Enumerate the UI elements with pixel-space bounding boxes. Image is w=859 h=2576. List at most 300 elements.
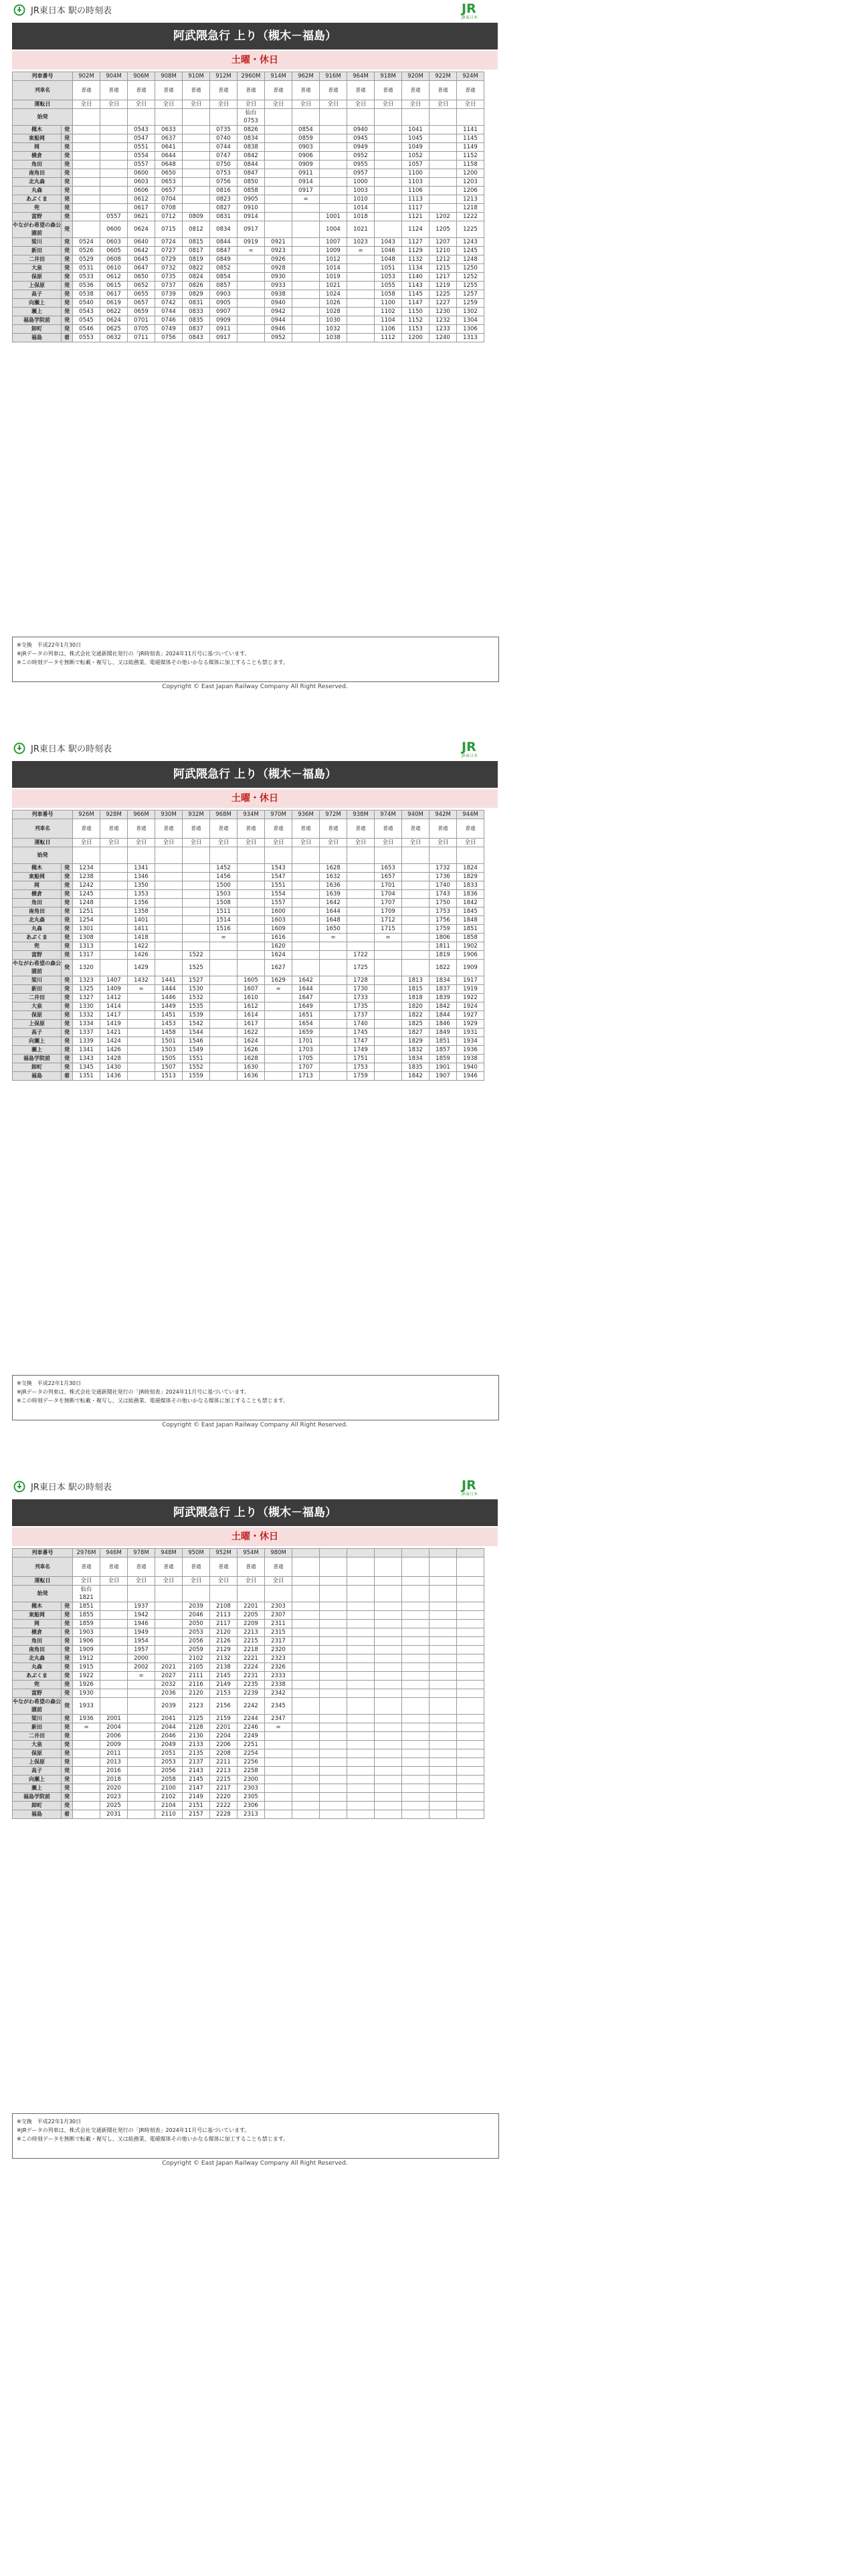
operation-day-cell: 全日 — [183, 1577, 210, 1586]
copyright: Copyright © East Japan Railway Company All Right Reserved. — [162, 2160, 348, 2167]
time-cell: 0727 — [155, 247, 183, 255]
time-cell — [457, 1663, 484, 1672]
time-cell: 0712 — [155, 213, 183, 221]
time-cell: 2206 — [210, 1741, 237, 1749]
time-cell: 1616 — [265, 934, 292, 942]
time-cell — [457, 1611, 484, 1620]
time-cell: 2031 — [100, 1810, 128, 1819]
time-cell — [347, 1758, 375, 1767]
station-row — [13, 1767, 484, 1776]
time-cell: 0657 — [128, 299, 155, 308]
time-cell: = — [265, 1723, 292, 1732]
time-cell: 1301 — [73, 925, 100, 934]
time-cell — [155, 1620, 183, 1628]
day-type: 土曜・休日 — [12, 1527, 498, 1546]
time-cell: 1825 — [402, 1020, 430, 1029]
time-cell: 1409 — [100, 985, 128, 994]
train-number-cell: 940M — [402, 811, 430, 819]
train-number-row — [13, 72, 484, 81]
time-cell — [320, 1072, 347, 1081]
time-cell: 1648 — [320, 916, 347, 925]
train-number-cell: 942M — [430, 811, 457, 819]
origin-cell — [402, 847, 430, 864]
time-cell: 2104 — [155, 1802, 183, 1810]
time-cell — [375, 942, 402, 951]
time-cell: 1542 — [183, 1020, 210, 1029]
time-cell — [430, 1672, 457, 1681]
origin-cell — [128, 109, 155, 126]
station-name: 二井田 — [13, 994, 62, 1002]
train-name-cell: 普通 — [183, 81, 210, 100]
time-cell — [265, 204, 292, 213]
time-cell: 0824 — [183, 273, 210, 282]
time-cell: 1149 — [457, 143, 484, 152]
time-cell: 0835 — [183, 316, 210, 325]
time-cell — [375, 1646, 402, 1654]
time-cell — [402, 942, 430, 951]
time-cell: 0624 — [100, 316, 128, 325]
time-cell: 1441 — [155, 976, 183, 985]
time-cell — [128, 1055, 155, 1063]
time-cell — [375, 1715, 402, 1723]
time-cell: 2215 — [237, 1637, 265, 1646]
time-cell — [292, 1628, 320, 1637]
time-cell: 0847 — [237, 169, 265, 178]
train-name-cell: 普通 — [457, 81, 484, 100]
time-cell: 0740 — [210, 134, 237, 143]
time-cell — [100, 187, 128, 195]
station-name: 瀬上 — [13, 308, 62, 316]
time-cell — [375, 134, 402, 143]
train-name-cell: 普通 — [402, 81, 430, 100]
time-cell: 0906 — [292, 152, 320, 160]
time-cell: 1629 — [265, 976, 292, 985]
station-name: 上保原 — [13, 1758, 62, 1767]
time-cell: 1250 — [457, 264, 484, 273]
time-cell: 0621 — [128, 213, 155, 221]
train-number-cell: 966M — [128, 811, 155, 819]
time-cell: 1452 — [210, 864, 237, 873]
time-cell — [155, 916, 183, 925]
time-cell — [292, 1767, 320, 1776]
time-cell — [457, 1628, 484, 1637]
time-cell — [292, 1732, 320, 1741]
time-cell: 1644 — [320, 907, 347, 916]
time-cell: 2213 — [210, 1767, 237, 1776]
time-cell — [155, 864, 183, 873]
time-cell — [347, 273, 375, 282]
time-cell: 1751 — [347, 1055, 375, 1063]
time-cell — [100, 178, 128, 187]
time-cell — [100, 1698, 128, 1715]
station-row — [13, 1602, 484, 1611]
time-cell — [430, 1758, 457, 1767]
operation-day-cell — [457, 1577, 484, 1586]
time-cell: 1426 — [128, 951, 155, 960]
time-cell: 2032 — [155, 1681, 183, 1689]
time-cell: 1505 — [155, 1055, 183, 1063]
time-cell — [265, 1046, 292, 1055]
time-cell: 1906 — [457, 951, 484, 960]
time-cell — [347, 1637, 375, 1646]
origin-cell — [375, 1586, 402, 1602]
time-cell — [73, 143, 100, 152]
time-cell — [347, 899, 375, 907]
time-cell: 1245 — [73, 890, 100, 899]
time-cell — [100, 1602, 128, 1611]
time-cell: 2239 — [237, 1689, 265, 1698]
time-cell — [320, 160, 347, 169]
train-name-cell: 普通 — [100, 81, 128, 100]
origin-cell — [73, 847, 100, 864]
time-cell — [100, 873, 128, 881]
train-name-row — [13, 819, 484, 839]
time-cell — [347, 873, 375, 881]
train-name-cell: 普通 — [375, 819, 402, 839]
time-cell: 2128 — [183, 1723, 210, 1732]
timetable-page — [12, 738, 498, 1432]
time-cell — [292, 1637, 320, 1646]
time-cell: 0608 — [100, 255, 128, 264]
time-cell: 1358 — [128, 907, 155, 916]
time-cell: 2056 — [155, 1767, 183, 1776]
svg-text:JR: JR — [462, 1, 476, 16]
station-row — [13, 994, 484, 1002]
train-number-cell — [457, 1549, 484, 1558]
time-cell — [347, 1611, 375, 1620]
time-cell: 1657 — [375, 873, 402, 881]
time-cell: 0909 — [292, 160, 320, 169]
time-cell: 1919 — [457, 985, 484, 994]
origin-cell — [347, 1586, 375, 1602]
time-cell — [73, 1741, 100, 1749]
time-cell: 0742 — [155, 299, 183, 308]
time-cell — [292, 1681, 320, 1689]
time-cell — [457, 1620, 484, 1628]
notes-box — [12, 637, 499, 682]
time-cell: 1557 — [265, 899, 292, 907]
time-cell — [347, 1767, 375, 1776]
time-cell — [73, 204, 100, 213]
time-cell — [265, 169, 292, 178]
time-cell — [210, 1020, 237, 1029]
time-cell: 1934 — [457, 1037, 484, 1046]
timetable — [12, 72, 484, 342]
time-cell — [237, 916, 265, 925]
time-cell — [292, 221, 320, 238]
station-name: 富野 — [13, 1689, 62, 1698]
time-cell — [375, 221, 402, 238]
time-cell: 1946 — [457, 1072, 484, 1081]
time-cell — [430, 195, 457, 204]
time-cell: 2157 — [183, 1810, 210, 1819]
origin-cell — [100, 109, 128, 126]
time-cell — [347, 1698, 375, 1715]
time-cell — [265, 1072, 292, 1081]
time-cell: 0641 — [155, 143, 183, 152]
time-cell: 1906 — [73, 1637, 100, 1646]
time-cell — [320, 1672, 347, 1681]
time-cell — [375, 126, 402, 134]
time-cell: 1153 — [402, 325, 430, 334]
time-cell — [292, 1741, 320, 1749]
station-row — [13, 864, 484, 873]
time-cell: 0834 — [237, 134, 265, 143]
time-cell: 1200 — [457, 169, 484, 178]
time-cell — [375, 1784, 402, 1793]
station-name: 槻木 — [13, 864, 62, 873]
time-cell: 2149 — [210, 1681, 237, 1689]
station-name: 岡 — [13, 1620, 62, 1628]
time-cell — [375, 1029, 402, 1037]
time-cell — [292, 1611, 320, 1620]
train-number-cell: 912M — [210, 72, 237, 81]
time-cell — [320, 951, 347, 960]
time-cell: 0854 — [292, 126, 320, 134]
time-cell: 0952 — [265, 334, 292, 342]
station-name: 卸町 — [13, 1063, 62, 1072]
time-cell: 1845 — [457, 907, 484, 916]
dep-arr-mark: 発 — [62, 985, 73, 994]
time-cell — [320, 1654, 347, 1663]
time-cell — [375, 1063, 402, 1072]
train-number-row — [13, 1549, 484, 1558]
operation-day-cell: 全日 — [128, 1577, 155, 1586]
time-cell — [210, 1046, 237, 1055]
time-cell — [265, 1037, 292, 1046]
time-cell: 0749 — [155, 325, 183, 334]
time-cell — [347, 942, 375, 951]
time-cell: 1859 — [73, 1620, 100, 1628]
station-name: 卸町 — [13, 325, 62, 334]
time-cell: 1048 — [375, 255, 402, 264]
time-cell — [265, 1011, 292, 1020]
time-cell: 0615 — [100, 282, 128, 290]
time-cell — [375, 1628, 402, 1637]
time-cell — [402, 1732, 430, 1741]
time-cell — [128, 1715, 155, 1723]
time-cell: 1903 — [73, 1628, 100, 1637]
time-cell: 0524 — [73, 238, 100, 247]
time-cell: 0834 — [210, 221, 237, 238]
station-row — [13, 1611, 484, 1620]
time-cell — [320, 1011, 347, 1020]
time-cell — [292, 1620, 320, 1628]
time-cell: 1251 — [73, 907, 100, 916]
time-cell — [292, 1646, 320, 1654]
time-cell: 1429 — [128, 960, 155, 976]
time-cell: 2215 — [210, 1776, 237, 1784]
time-cell: 1813 — [402, 976, 430, 985]
station-name: あぶくま — [13, 1672, 62, 1681]
time-cell: = — [128, 1672, 155, 1681]
origin-cell — [73, 109, 100, 126]
time-cell — [402, 1654, 430, 1663]
time-cell: 0735 — [155, 273, 183, 282]
time-cell — [375, 1793, 402, 1802]
dep-arr-mark: 発 — [62, 1793, 73, 1802]
route-title: 阿武隈急行 上り（槻木－福島） — [12, 23, 498, 49]
time-cell: 1732 — [430, 864, 457, 873]
time-cell — [375, 1637, 402, 1646]
time-cell — [375, 985, 402, 994]
row-label: 運転日 — [13, 1577, 73, 1586]
time-cell: 2044 — [155, 1723, 183, 1732]
time-cell: 2258 — [237, 1767, 265, 1776]
dep-arr-mark: 発 — [62, 221, 73, 238]
time-cell — [210, 1029, 237, 1037]
time-cell: 1627 — [265, 960, 292, 976]
time-cell: 1745 — [347, 1029, 375, 1037]
time-cell — [347, 907, 375, 916]
operation-day-cell: 全日 — [210, 100, 237, 109]
time-cell — [73, 1732, 100, 1741]
time-cell: 2049 — [155, 1741, 183, 1749]
time-cell: 1756 — [430, 916, 457, 925]
time-cell: 0849 — [210, 255, 237, 264]
time-cell — [457, 1646, 484, 1654]
time-cell — [183, 907, 210, 916]
time-cell: 2143 — [183, 1767, 210, 1776]
time-cell — [100, 934, 128, 942]
time-cell — [237, 325, 265, 334]
time-cell: 1334 — [73, 1020, 100, 1029]
time-cell — [292, 264, 320, 273]
time-cell: 1824 — [457, 864, 484, 873]
time-cell: 1713 — [292, 1072, 320, 1081]
time-cell — [128, 1723, 155, 1732]
note-line: ※交換 平成22年1月30日 — [17, 642, 82, 648]
time-cell — [155, 942, 183, 951]
time-cell — [375, 1602, 402, 1611]
time-cell: 1503 — [155, 1046, 183, 1055]
station-row — [13, 282, 484, 290]
time-cell: 1737 — [347, 1011, 375, 1020]
time-cell: 1530 — [183, 985, 210, 994]
time-cell: 2001 — [100, 1715, 128, 1723]
time-cell: 1937 — [128, 1602, 155, 1611]
time-cell: 1612 — [237, 1002, 265, 1011]
time-cell — [320, 1732, 347, 1741]
time-cell — [347, 1749, 375, 1758]
time-cell: 0705 — [128, 325, 155, 334]
time-cell — [430, 1810, 457, 1819]
train-name-cell — [375, 1558, 402, 1577]
time-cell: 1205 — [430, 221, 457, 238]
station-row — [13, 308, 484, 316]
time-cell — [402, 899, 430, 907]
time-cell — [320, 134, 347, 143]
time-cell: 0553 — [73, 334, 100, 342]
time-cell: 1514 — [210, 916, 237, 925]
origin-cell — [100, 1586, 128, 1602]
time-cell: 2342 — [265, 1689, 292, 1698]
time-cell — [320, 1776, 347, 1784]
operation-day-cell: 全日 — [320, 100, 347, 109]
time-cell — [375, 1758, 402, 1767]
time-cell — [100, 916, 128, 925]
time-cell — [457, 1793, 484, 1802]
time-cell — [73, 221, 100, 238]
train-number-cell: 936M — [292, 811, 320, 819]
time-cell: 1750 — [430, 899, 457, 907]
origin-cell — [457, 1586, 484, 1602]
time-cell: 2249 — [237, 1732, 265, 1741]
time-cell — [375, 195, 402, 204]
time-cell — [237, 299, 265, 308]
time-cell: 0909 — [210, 316, 237, 325]
time-cell: 1432 — [128, 976, 155, 985]
time-cell — [265, 1741, 292, 1749]
time-cell: 0833 — [183, 308, 210, 316]
time-cell: 2102 — [155, 1793, 183, 1802]
time-cell: 0842 — [237, 152, 265, 160]
time-cell: 1004 — [320, 221, 347, 238]
time-cell: 1320 — [73, 960, 100, 976]
train-name-cell: 普通 — [128, 819, 155, 839]
time-cell — [320, 1723, 347, 1732]
time-cell — [402, 1802, 430, 1810]
time-cell: 1628 — [237, 1055, 265, 1063]
time-cell: 1453 — [155, 1020, 183, 1029]
time-cell: 1912 — [73, 1654, 100, 1663]
time-cell: 0903 — [292, 143, 320, 152]
time-cell — [210, 1072, 237, 1081]
time-cell: 1150 — [402, 308, 430, 316]
row-label: 列車番号 — [13, 72, 73, 81]
train-name-cell: 普通 — [292, 81, 320, 100]
time-cell: 1924 — [457, 1002, 484, 1011]
time-cell — [183, 126, 210, 134]
time-cell: 2221 — [237, 1654, 265, 1663]
time-cell: 2228 — [210, 1810, 237, 1819]
station-row — [13, 213, 484, 221]
time-cell — [183, 899, 210, 907]
time-cell — [237, 290, 265, 299]
train-number-cell: 968M — [210, 811, 237, 819]
station-name: 上保原 — [13, 1020, 62, 1029]
time-cell — [265, 178, 292, 187]
time-cell — [100, 1611, 128, 1620]
time-cell: 0944 — [265, 316, 292, 325]
time-cell: 1145 — [402, 290, 430, 299]
time-cell — [347, 308, 375, 316]
time-cell: 0701 — [128, 316, 155, 325]
dep-arr-mark: 発 — [62, 864, 73, 873]
time-cell: 1419 — [100, 1020, 128, 1029]
time-cell: 2125 — [183, 1715, 210, 1723]
time-cell: 1930 — [73, 1689, 100, 1698]
time-cell — [292, 334, 320, 342]
time-cell: 1458 — [155, 1029, 183, 1037]
train-name-cell: 普通 — [320, 81, 347, 100]
time-cell — [430, 1741, 457, 1749]
train-number-cell: 974M — [375, 811, 402, 819]
time-cell — [320, 994, 347, 1002]
time-cell — [292, 1758, 320, 1767]
operation-day-cell: 全日 — [430, 839, 457, 847]
time-cell — [237, 934, 265, 942]
time-cell: 1407 — [100, 976, 128, 985]
operation-day-cell: 全日 — [183, 839, 210, 847]
time-cell — [292, 247, 320, 255]
operation-day-cell — [292, 1577, 320, 1586]
time-cell: 0914 — [292, 178, 320, 187]
station-name: 瀬上 — [13, 1784, 62, 1793]
time-cell — [375, 204, 402, 213]
time-cell — [375, 1663, 402, 1672]
time-cell — [402, 960, 430, 976]
